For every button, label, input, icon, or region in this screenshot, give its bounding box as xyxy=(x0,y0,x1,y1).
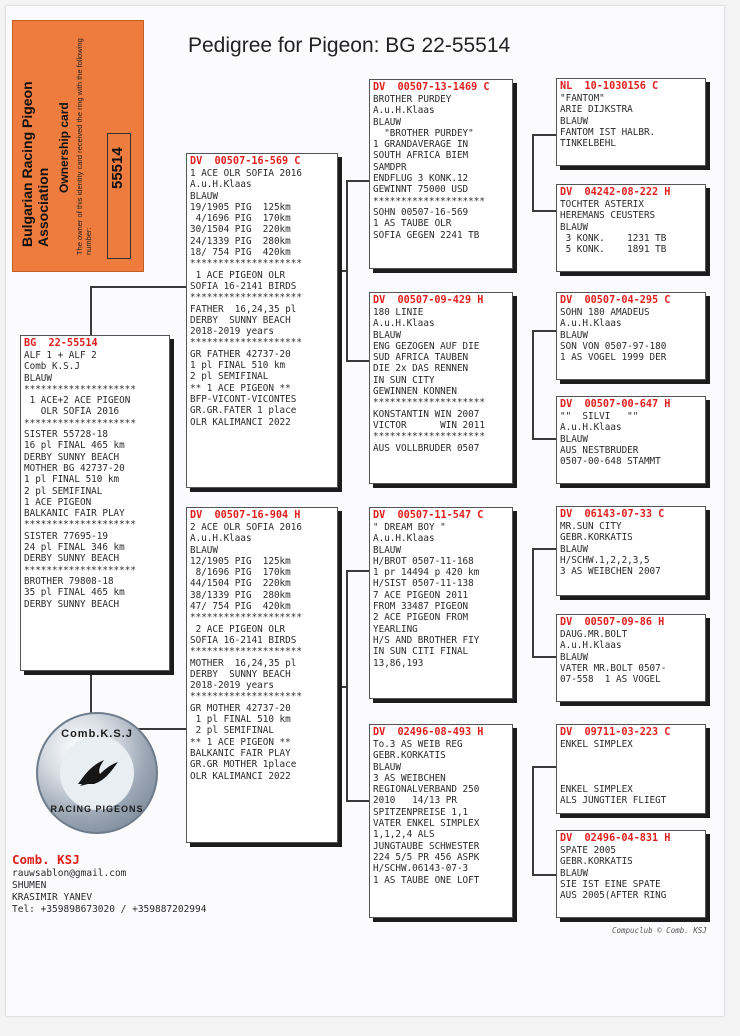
connector xyxy=(532,438,558,440)
pedigree-line: HEREMANS CEUSTERS xyxy=(560,210,656,222)
pigeon-card-father-father xyxy=(369,79,513,269)
pedigree-line: ******************** xyxy=(190,258,302,270)
page-title: Pedigree for Pigeon: BG 22-55514 xyxy=(188,34,511,57)
contact-person: KRASIMIR YANEV xyxy=(12,892,93,903)
pedigree-line: ******************** xyxy=(190,337,302,349)
pedigree-line: 1 pl FINAL 510 km xyxy=(190,714,291,726)
pedigree-line: 1 ACE+2 ACE PIGEON xyxy=(24,395,131,407)
ring-number-header: DV 00507-00-647 H xyxy=(560,399,671,410)
connector xyxy=(346,570,370,572)
connector xyxy=(532,210,558,212)
connector xyxy=(532,766,534,874)
pigeon-card-mmm xyxy=(556,830,706,918)
pedigree-line: BFP-VICONT-VICONTES xyxy=(190,393,297,405)
pedigree-line: 0507-00-648 STAMMT xyxy=(560,456,661,468)
pedigree-line: FROM 33487 PIGEON xyxy=(373,601,469,613)
ring-number-header: DV 00507-11-547 C xyxy=(373,510,484,521)
pedigree-line: KONSTANTIN WIN 2007 xyxy=(373,408,480,420)
pedigree-line: BLAUW xyxy=(190,190,218,202)
pedigree-line: ENDFLUG 3 KONK.12 xyxy=(373,173,469,185)
pedigree-line: 1,1,2,4 ALS xyxy=(373,829,435,841)
pedigree-line: SIE IST EINE SPATE xyxy=(560,878,661,890)
contact-city: SHUMEN xyxy=(12,880,47,891)
pedigree-line: BLAUW xyxy=(560,329,588,341)
pedigree-line: GEWINNT 75000 USD xyxy=(373,184,469,196)
pigeon-card-mother-mother xyxy=(369,724,513,918)
pedigree-line: ALF 1 + ALF 2 xyxy=(24,350,97,361)
pedigree-line: ******************** xyxy=(373,397,485,409)
pedigree-line: A.u.H.Klaas xyxy=(373,533,435,545)
pedigree-line: 3 AS WEIBCHEN 2007 xyxy=(560,566,661,578)
pedigree-line: ******************** xyxy=(24,383,136,395)
pedigree-line: 24/1339 PIG 280km xyxy=(190,235,291,247)
pedigree-line: BLAUW xyxy=(373,761,401,773)
pedigree-line: MOTHER BG 42737-20 xyxy=(24,462,125,474)
footer-credit: Compuclub © Comb. KSJ xyxy=(612,926,707,935)
pedigree-line: " DREAM BOY " xyxy=(373,522,446,533)
ring-number-header: NL 10-1030156 C xyxy=(560,81,659,92)
pedigree-line: MR.SUN CITY xyxy=(560,521,622,532)
pedigree-line: OLR KALIMANCI 2022 xyxy=(190,416,291,428)
pigeon-card-fff xyxy=(556,78,706,166)
pedigree-line: SPATE 2005 xyxy=(560,845,616,856)
pedigree-line: DERBY SUNNY BEACH xyxy=(24,451,120,463)
pedigree-line: BLAUW xyxy=(373,544,401,556)
pedigree-line: 2018-2019 years xyxy=(190,680,274,692)
pedigree-line: 224 5/5 PR 456 ASPK xyxy=(373,851,480,863)
ownership-card xyxy=(12,20,144,272)
pedigree-line: SON VON 0507-97-180 xyxy=(560,340,667,352)
connector xyxy=(532,134,558,136)
pedigree-line: SISTER 77695-19 xyxy=(24,530,108,542)
ring-number-header: DV 04242-08-222 H xyxy=(560,187,671,198)
pedigree-line: ******************** xyxy=(190,646,302,658)
pedigree-line: BLAUW xyxy=(560,221,588,233)
pedigree-line: GEBR.KORKATIS xyxy=(373,750,446,762)
seal-bottom-text: RACING PIGEONS xyxy=(50,804,144,814)
pedigree-line: 07-558 1 AS VOGEL xyxy=(560,674,661,686)
pedigree-line: 44/1504 PIG 220km xyxy=(190,578,291,590)
pedigree-line: 47/ 754 PIG 420km xyxy=(190,601,291,613)
connector xyxy=(532,656,558,658)
pedigree-line: VICTOR WIN 2011 xyxy=(373,419,485,431)
pedigree-line: "" SILVI "" xyxy=(560,411,639,422)
pedigree-line: ******************** xyxy=(190,691,302,703)
ownership-card-title: Ownership card xyxy=(57,102,71,193)
pedigree-line: H/SCHW.1,2,2,3,5 xyxy=(560,554,650,566)
pedigree-line: GEBR.KORKATIS xyxy=(560,532,633,544)
pedigree-line: BROTHER 79808-18 xyxy=(24,575,114,587)
pedigree-line: H/BROT 0507-11-168 xyxy=(373,555,474,567)
connector xyxy=(346,180,370,182)
pedigree-line: 19/1905 PIG 125km xyxy=(190,201,291,213)
pedigree-line: "BROTHER PURDEY" xyxy=(373,127,474,139)
pedigree-line: H/SIST 0507-11-138 xyxy=(373,578,474,590)
pedigree-line: 180 LINIE xyxy=(373,307,424,318)
connector xyxy=(532,330,534,438)
pedigree-line: BLAUW xyxy=(560,651,588,663)
pedigree-line xyxy=(560,762,702,773)
pedigree-line: SUD AFRICA TAUBEN xyxy=(373,352,469,364)
connector xyxy=(532,874,558,876)
ring-number-header: DV 06143-07-33 C xyxy=(560,509,665,520)
pedigree-line: SPITZENPREISE 1,1 xyxy=(373,806,469,818)
pigeon-card-mother-father xyxy=(369,507,513,699)
pedigree-line: AUS NESTBRUDER xyxy=(560,444,639,456)
pedigree-line: TINKELBEHL xyxy=(560,138,616,150)
pedigree-line: 2 ACE PIGEON FROM xyxy=(373,612,469,624)
ring-number-header: DV 00507-09-429 H xyxy=(373,295,484,306)
pedigree-line: 13,86,193 xyxy=(373,657,424,669)
pedigree-line: DERBY SUNNY BEACH xyxy=(24,553,120,565)
pedigree-line: 8/1696 PIG 170km xyxy=(190,567,291,579)
pedigree-line: SOHN 00507-16-569 xyxy=(373,206,469,218)
pedigree-line: 12/1905 PIG 125km xyxy=(190,555,291,567)
pedigree-line: MOTHER 16,24,35 pl xyxy=(190,657,297,669)
pigeon-card-father xyxy=(186,153,338,488)
pedigree-line: VATER MR.BOLT 0507- xyxy=(560,662,667,674)
pedigree-line: GR.GR.FATER 1 place xyxy=(190,405,297,417)
pedigree-line: SOFIA 16-2141 BIRDS xyxy=(190,280,297,292)
pedigree-line: ******************** xyxy=(373,195,485,207)
pedigree-line: A.u.H.Klaas xyxy=(560,640,622,652)
pedigree-line: ** 1 ACE PIGEON ** xyxy=(190,736,291,748)
pigeon-card-father-mother xyxy=(369,292,513,484)
connector xyxy=(90,286,92,336)
connector xyxy=(532,330,558,332)
pedigree-line: 1 pl FINAL 510 km xyxy=(24,474,120,486)
pedigree-line: BALKANIC FAIR PLAY xyxy=(24,508,125,520)
pedigree-line: 2018-2019 years xyxy=(190,326,274,338)
pedigree-line: YEARLING xyxy=(373,623,418,635)
pedigree-line: 1 AS TAUBE ONE LOFT xyxy=(373,874,480,886)
pedigree-line: OLR KALIMANCI 2022 xyxy=(190,770,291,782)
pedigree-line: A.u.H.Klaas xyxy=(560,422,622,434)
pedigree-line: SAMDPR xyxy=(373,161,407,173)
pedigree-line: 1 GRANDAVERAGE IN xyxy=(373,139,469,151)
pedigree-line: 35 pl FINAL 465 km xyxy=(24,587,125,599)
pedigree-line: 1 AS VOGEL 1999 DER xyxy=(560,352,667,364)
ring-number-header: DV 00507-13-1469 C xyxy=(373,82,490,93)
pedigree-line: JUNGTAUBE SCHWESTER xyxy=(373,840,480,852)
pedigree-line: 2 ACE PIGEON OLR xyxy=(190,623,286,635)
pedigree-line: REGIONALVERBAND 250 xyxy=(373,784,480,796)
connector xyxy=(338,686,348,688)
pedigree-line: AUS VOLLBRUDER 0507 xyxy=(373,442,480,454)
pigeon-card-mfm xyxy=(556,614,706,702)
pedigree-line: To.3 AS WEIB REG xyxy=(373,739,463,750)
ownership-card-note: The owner of this identity card received the ring with the following number: xyxy=(75,38,93,255)
pedigree-line: BLAUW xyxy=(560,543,588,555)
pedigree-line: ** 1 ACE PIGEON ** xyxy=(190,382,291,394)
pedigree-line: FATHER 16,24,35 pl xyxy=(190,303,297,315)
pedigree-line: FANTOM IST HALBR. xyxy=(560,126,656,138)
pigeon-card-mff xyxy=(556,506,706,596)
pedigree-line: SOUTH AFRICA BIEM xyxy=(373,150,469,162)
pedigree-line: ALS JUNGTIER FLIEGT xyxy=(560,795,667,807)
pedigree-line: BLAUW xyxy=(373,116,401,128)
connector xyxy=(338,270,348,272)
ring-number-header: DV 00507-04-295 C xyxy=(560,295,671,306)
pedigree-line: GR.GR MOTHER 1place xyxy=(190,759,297,771)
pedigree-line: SOFIA GEGEN 2241 TB xyxy=(373,229,480,241)
ownership-card-content xyxy=(13,21,144,272)
pedigree-line: DAUG.MR.BOLT xyxy=(560,629,628,640)
pedigree-line: ENKEL SIMPLEX xyxy=(560,739,633,750)
pedigree-line: ******************** xyxy=(24,519,136,531)
pedigree-line: ******************** xyxy=(373,431,485,443)
contact-email: rauwsablon@gmail.com xyxy=(12,868,127,879)
pedigree-line: BALKANIC FAIR PLAY xyxy=(190,747,291,759)
ring-number-header: BG 22-55514 xyxy=(24,338,98,349)
pedigree-line: "FANTOM" xyxy=(560,93,605,104)
pedigree-line: GR FATHER 42737-20 xyxy=(190,348,291,360)
connector xyxy=(532,548,558,550)
pigeon-wing-icon xyxy=(74,754,120,788)
ring-number: 55514 xyxy=(109,147,126,189)
pedigree-line: DERBY SUNNY BEACH xyxy=(190,314,291,326)
ring-number-header: DV 00507-16-569 C xyxy=(190,156,301,167)
seal-top-text: Comb.K.S.J xyxy=(61,728,133,740)
pedigree-line: VATER ENKEL SIMPLEX xyxy=(373,818,480,830)
pedigree-line: ******************** xyxy=(24,564,136,576)
pedigree-line: GR MOTHER 42737-20 xyxy=(190,702,291,714)
connector xyxy=(346,360,370,362)
ring-number-header: DV 02496-04-831 H xyxy=(560,833,671,844)
pedigree-line: ENKEL SIMPLEX xyxy=(560,784,633,796)
pedigree-line: DERBY SUNNY BEACH xyxy=(24,598,120,610)
pedigree-line: ARIE DIJKSTRA xyxy=(560,104,633,116)
association-name: Bulgarian Racing Pigeon Association xyxy=(19,81,51,247)
pedigree-line: ENG GEZOGEN AUF DIE xyxy=(373,340,480,352)
pedigree-line: 1 ACE PIGEON OLR xyxy=(190,269,286,281)
pedigree-line: DIE 2x DAS RENNEN xyxy=(373,363,469,375)
owner-contact xyxy=(12,852,206,916)
pedigree-line: ******************** xyxy=(190,292,302,304)
pedigree-line: 24 pl FINAL 346 km xyxy=(24,542,125,554)
pedigree-line: 2 ACE OLR SOFIA 2016 xyxy=(190,522,302,533)
pedigree-line: 2010 14/13 PR xyxy=(373,795,457,807)
pedigree-line: IN SUN CITI FINAL xyxy=(373,646,469,658)
connector xyxy=(90,286,186,288)
pedigree-line: TOCHTER ASTERIX xyxy=(560,199,644,210)
ring-number-header: DV 00507-16-904 H xyxy=(190,510,301,521)
pedigree-line: H/S AND BROTHER FIY xyxy=(373,634,480,646)
pedigree-line: 3 AS WEIBCHEN xyxy=(373,772,446,784)
pigeon-card-ffm xyxy=(556,184,706,272)
pedigree-line: GEBR.KORKATIS xyxy=(560,856,633,868)
pedigree-line: 1 pr 14494 p 420 km xyxy=(373,567,480,579)
pedigree-line: 16 pl FINAL 465 km xyxy=(24,440,125,452)
connector xyxy=(532,548,534,656)
pedigree-line: BLAUW xyxy=(560,433,588,445)
pedigree-line: SOFIA 16-2141 BIRDS xyxy=(190,634,297,646)
connector xyxy=(532,766,558,768)
pedigree-line: 18/ 754 PIG 420km xyxy=(190,247,291,259)
pigeon-card-mmf xyxy=(556,724,706,814)
pedigree-line: 1 ACE PIGEON xyxy=(24,496,92,508)
pedigree-line: BLAUW xyxy=(24,372,52,384)
ring-number-header: DV 00507-09-86 H xyxy=(560,617,665,628)
pigeon-card-subject xyxy=(20,335,170,671)
pedigree-line: ******************** xyxy=(24,417,136,429)
pedigree-line: H/SCHW.06143-07-3 xyxy=(373,863,469,875)
pedigree-line: 3 KONK. 1231 TB xyxy=(560,232,667,244)
pedigree-line: A.u.H.Klaas xyxy=(373,105,435,117)
pedigree-line: 1 ACE OLR SOFIA 2016 xyxy=(190,168,302,179)
pedigree-line: SOHN 180 AMADEUS xyxy=(560,307,650,318)
pedigree-line: 2 pl SEMIFINAL xyxy=(24,485,103,497)
pedigree-line: OLR SOFIA 2016 xyxy=(24,406,120,418)
pedigree-line: 30/1504 PIG 220km xyxy=(190,224,291,236)
pedigree-line: 4/1696 PIG 170km xyxy=(190,213,291,225)
pedigree-line xyxy=(560,773,702,784)
pedigree-line: ******************** xyxy=(190,612,302,624)
pedigree-line: BROTHER PURDEY xyxy=(373,94,452,105)
pedigree-line: IN SUN CITY xyxy=(373,374,435,386)
pedigree-line: 1 pl FINAL 510 km xyxy=(190,360,286,372)
pedigree-line: SISTER 55728-18 xyxy=(24,429,108,441)
pedigree-line: GEWINNEN KONNEN xyxy=(373,386,457,398)
pedigree-line: 38/1339 PIG 280km xyxy=(190,589,291,601)
pedigree-line: A.u.H.Klaas xyxy=(560,318,622,330)
pigeon-card-fmf xyxy=(556,292,706,380)
owner-name: Comb. KSJ xyxy=(12,852,80,867)
pedigree-line: A.u.H.Klaas xyxy=(190,533,252,545)
pedigree-line: 5 KONK. 1891 TB xyxy=(560,244,667,256)
pedigree-line: 7 ACE PIGEON 2011 xyxy=(373,589,469,601)
pedigree-line: AUS 2005(AFTER RING xyxy=(560,890,667,902)
pedigree-line: BLAUW xyxy=(190,544,218,556)
pigeon-card-mother xyxy=(186,507,338,843)
contact-phone: Tel: +359898673020 / +359887202994 xyxy=(12,904,207,915)
pedigree-line: A.u.H.Klaas xyxy=(373,318,435,330)
loft-seal-logo xyxy=(36,712,158,834)
pedigree-line: BLAUW xyxy=(560,115,588,127)
pedigree-line: A.u.H.Klaas xyxy=(190,179,252,191)
pigeon-card-fmm xyxy=(556,396,706,484)
pedigree-line: BLAUW xyxy=(373,329,401,341)
ring-number-header: DV 02496-08-493 H xyxy=(373,727,484,738)
connector xyxy=(532,134,534,210)
connector xyxy=(346,800,370,802)
pedigree-line: 1 AS TAUBE OLR xyxy=(373,218,452,230)
ring-number-header: DV 09711-03-223 C xyxy=(560,727,671,738)
pedigree-line: BLAUW xyxy=(560,867,588,879)
pedigree-line: Comb K.S.J xyxy=(24,361,80,373)
pedigree-line: 2 pl SEMIFINAL xyxy=(190,371,269,383)
pedigree-line: DERBY SUNNY BEACH xyxy=(190,668,291,680)
pedigree-line: 2 pl SEMIFINAL xyxy=(190,725,274,737)
pedigree-line xyxy=(560,750,702,761)
